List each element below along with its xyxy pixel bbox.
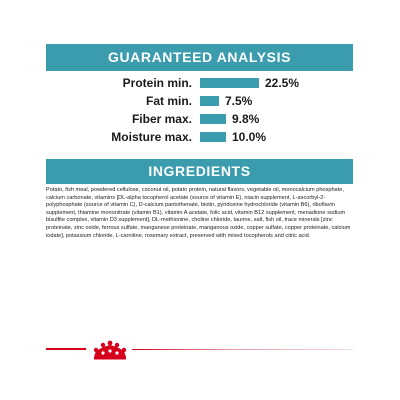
analysis-bar <box>200 78 259 88</box>
guaranteed-analysis-header: GUARANTEED ANALYSIS <box>46 44 353 71</box>
divider-line-left <box>46 348 86 350</box>
analysis-value: 10.0% <box>232 130 267 144</box>
analysis-bar <box>200 132 226 142</box>
analysis-row-fiber <box>0 111 400 129</box>
analysis-row-fat <box>0 93 400 111</box>
analysis-value: 9.8% <box>232 112 260 126</box>
analysis-label: Fat min. <box>145 94 192 108</box>
analysis-bar <box>200 96 219 106</box>
analysis-row-moisture <box>0 129 400 147</box>
crown-logo-icon <box>90 337 130 361</box>
analysis-label: Moisture max. <box>111 130 192 144</box>
analysis-value: 22.5% <box>265 76 300 90</box>
footer-divider <box>46 337 353 361</box>
divider-line-right <box>132 349 353 350</box>
ingredients-text: Potato, fish meal, powdered cellulose, coconut oil, potato protein, natural flavors, vegetable oil, monocalcium phosphate, calcium carbonate, vitamins [DL-alpha tocopherol acetate (source of vitamin E), niacin supplement, L-ascorbyl-2-polyphosphate (source of vitamin C), D-calcium pantothenate, biotin, pyridoxine hydrochloride (vitamin B6), riboflavin supplement, thiamine mononitrate (vitamin B1), vitamin A acetate, folic acid, vitamin B12 supplement, menadione sodium bisulfite complex, vitamin D3 supplement], DL-methionine, choline chloride, taurine, salt, fish oil, trace minerals [zinc proteinate, zinc oxide, ferrous sulfate, manganese proteinate, manganous oxide, copper sulfate, copper proteinate, calcium iodate], potassium chloride, L-carnitine, rosemary extract, preserved with mixed tocopherols and citric acid. <box>46 187 351 239</box>
analysis-rows <box>0 75 400 147</box>
analysis-bar <box>200 114 226 124</box>
ingredients-header: INGREDIENTS <box>46 159 353 184</box>
analysis-label: Protein min. <box>122 76 192 90</box>
analysis-value: 7.5% <box>225 94 253 108</box>
analysis-label: Fiber max. <box>131 112 192 126</box>
analysis-row-protein <box>0 75 400 93</box>
